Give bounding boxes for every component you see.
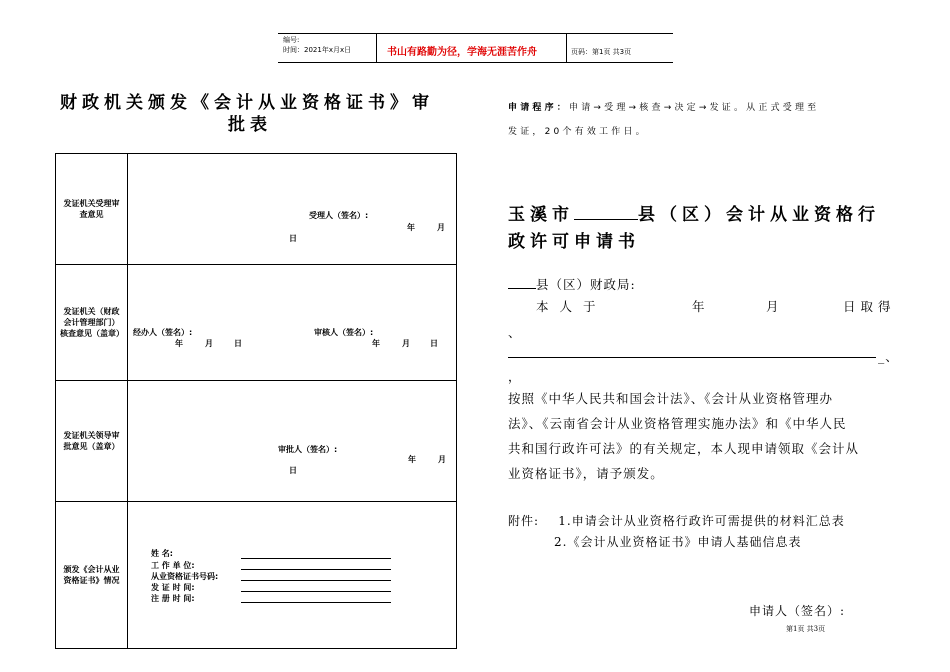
header-divider-2 (566, 33, 567, 63)
table-row (56, 381, 456, 502)
year-label: 年 (372, 339, 380, 348)
title-county-blank (574, 203, 638, 220)
attachment-1: 附件: 1.申请会计从业资格行政许可需提供的材料汇总表 (508, 514, 845, 528)
header-page-info: 页码：第1页 共3页 (571, 48, 632, 56)
county-blank (508, 275, 536, 289)
application-title-line2: 政许可申请书 (508, 232, 640, 252)
field-register-date-line (241, 602, 391, 603)
day-label: 日 (289, 234, 297, 243)
header-bottom-line (278, 62, 673, 63)
statement-comma: 、 (508, 325, 522, 340)
header-divider-1 (376, 33, 377, 63)
field-name-line (241, 558, 391, 559)
procedure-line1 (508, 96, 819, 120)
form-title-line2: 批表 (228, 115, 272, 135)
field-name-label: 姓 名: (151, 549, 173, 558)
month-label: 月 (437, 223, 445, 232)
header-time: 时间：2021年x月x日 (283, 46, 352, 54)
attachment-2: 2.《会计从业资格证书》申请人基础信息表 (554, 535, 802, 549)
table-row (56, 265, 456, 381)
footer-page-number: 第1页 共3页 (786, 625, 826, 633)
title-rest: 县（区）会计从业资格行 (638, 205, 880, 225)
paragraph-line2: 法》、《云南省会计从业资格管理实施办法》和《中华人民 (508, 416, 847, 431)
comma-line: ， (508, 369, 522, 384)
addressee: 县（区）财政局: (536, 277, 636, 292)
field-employer-label: 工 作 单 位: (151, 561, 195, 570)
form-title-line1: 财政机关颁发《会计从业资格证书》审 (60, 93, 434, 113)
field-issue-date-label: 发 证 时 间: (151, 583, 195, 592)
table-row (56, 154, 456, 265)
row-label: 发证机关受理审查意见 (56, 154, 128, 264)
paragraph-line4: 业资格证书》，请予颁发。 (508, 466, 664, 481)
reviewer-signature-label: 审核人（签名）: (314, 328, 374, 337)
header-top-line (278, 33, 673, 34)
statement-self: 本人于 (536, 299, 607, 314)
procedure-bold: 申请程序： (508, 103, 570, 113)
title-city: 玉溪市 (508, 205, 574, 225)
field-employer-line (241, 569, 391, 570)
month-label: 月 (205, 339, 213, 348)
header-slogan: 书山有路勤为径，学海无涯苦作舟 (387, 47, 537, 58)
row-label: 颁发《会计从业资格证书》情况 (56, 502, 128, 648)
year-label: 年 (407, 223, 415, 232)
field-cert-number-line (241, 580, 391, 581)
field-issue-date-line (241, 591, 391, 592)
approver-signature-label: 审批人（签名）: (278, 445, 338, 454)
paragraph-line3: 共和国行政许可法》的有关规定，本人现申请领取《会计从 (508, 441, 860, 456)
year-label: 年 (408, 455, 416, 464)
statement-day: 日取得 (843, 299, 896, 314)
certificate-blank-line (508, 357, 876, 358)
statement-month: 月 (766, 299, 780, 314)
certificate-blank-end: _、 (878, 349, 899, 364)
application-title-line1 (508, 202, 880, 229)
statement-year: 年 (692, 299, 706, 314)
row-label: 发证机关（财政会计管理部门）核查意见（盖章） (56, 265, 128, 380)
day-label: 日 (289, 466, 297, 475)
procedure-rest: 申请→受理→核查→决定→发证。从正式受理至 (569, 103, 820, 113)
month-label: 月 (402, 339, 410, 348)
acceptor-signature-label: 受理人（签名）: (309, 211, 369, 220)
row-label: 发证机关领导审批意见（盖章） (56, 381, 128, 501)
day-label: 日 (234, 339, 242, 348)
paragraph-line1: 按照《中华人民共和国会计法》、《会计从业资格管理办 (508, 391, 834, 406)
year-label: 年 (175, 339, 183, 348)
header-number-label: 编号: (283, 36, 300, 44)
applicant-signature: 申请人（签名）: (749, 604, 846, 618)
field-register-date-label: 注 册 时 间: (151, 594, 195, 603)
procedure-line2: 发证，20个有效工作日。 (508, 127, 648, 137)
approval-table (55, 153, 457, 649)
table-row (56, 502, 456, 648)
field-cert-number-label: 从业资格证书号码: (151, 572, 219, 581)
day-label: 日 (430, 339, 438, 348)
month-label: 月 (438, 455, 446, 464)
handler-signature-label: 经办人（签名）: (133, 328, 193, 337)
